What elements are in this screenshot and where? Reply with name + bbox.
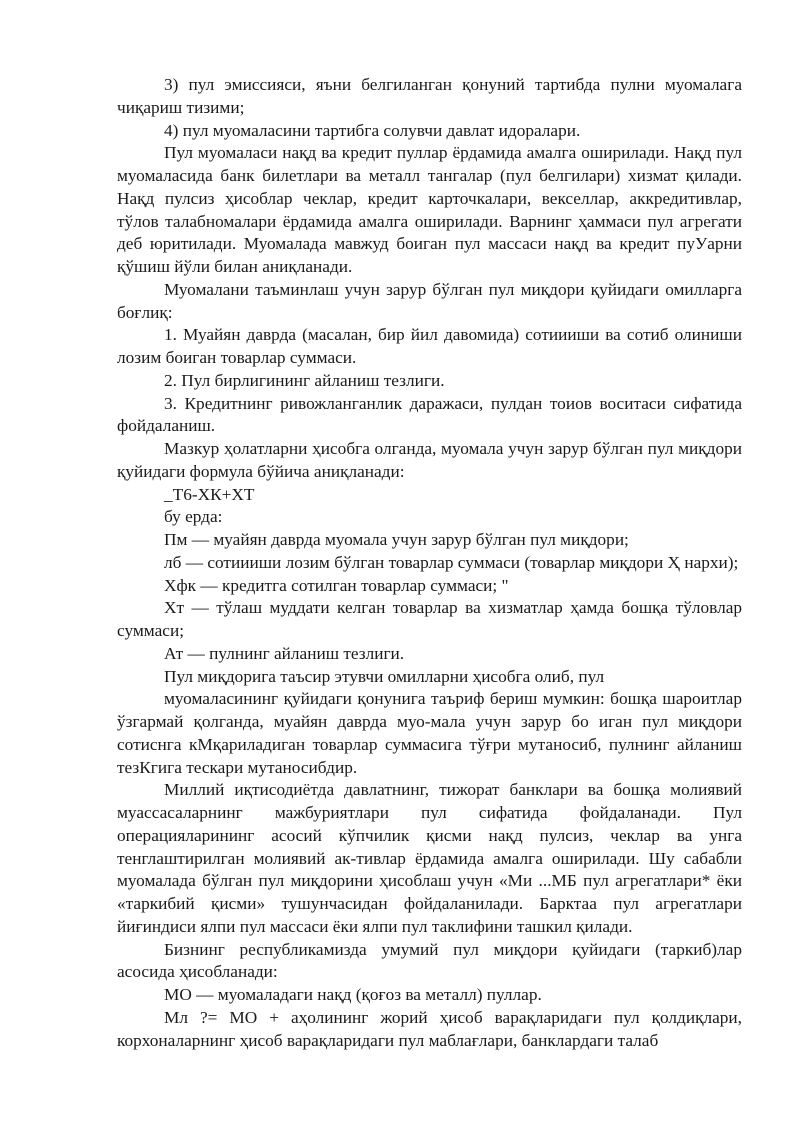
definition-m0: МО — муомаладаги нақд (қоғоз ва металл) пуллар. (164, 985, 542, 1004)
paragraph-factor-2: 2. Пул бирлигининг айланиш тезлиги. (164, 370, 445, 390)
paragraph-law-definition: муомаласининг қуйидаги қонунига таъриф бериш мумкин: бошқа шароитлар ўзгармай қолганда, муайян даврда муо-мала учун зарур бо иган пул миқдори сотиснга кМқариладиган товарлар суммасига тўғри мутаносиб, пулнинг айланиш тезКгига тескари мутаносибдир. (117, 689, 742, 777)
paragraph-factor-3: 3. Кредитнинг ривожланганлик даражаси, пулдан тоиов воситаси сифатида фойдаланиш. (117, 393, 742, 436)
definition-hfk: Хфк — кредитга сотилган товарлар суммаси; " (164, 575, 509, 595)
paragraph-law-intro: Пул миқдорига таъсир этувчи омилларни ҳисобга олиб, пул (164, 666, 605, 686)
paragraph-item-4: 4) пул муомаласини тартибга солувчи давлат идоралари. (164, 120, 581, 140)
definition-ht: Хт — тўлаш муддати келган товарлар ва хизматлар ҳамда бошқа тўловлар суммаси; (117, 598, 742, 640)
definition-lb: лб — сотиииши лозим бўлган товарлар суммаси (товарлар миқдори Ҳ нархи); (164, 552, 739, 572)
paragraph-item-3: 3) пул эмиссияси, яъни белгиланган қонуний тартибда пулни муомалага чиқариш тизими; (117, 75, 742, 117)
definition-pm: Пм — муайян даврда муомала учун зарур бўлган пул миқдори; (164, 530, 629, 549)
where-label: бу ерда: (164, 507, 223, 527)
paragraph-factor-1: 1. Муайян даврда (масалан, бир йил давомида) сотиииши ва сотиб олиниши лозим боиган товарлар суммаси. (117, 325, 742, 367)
document-page (117, 74, 742, 1052)
paragraph-formula-intro: Мазкур ҳолатларни ҳисобга олганда, муомала учун зарур бўлган пул миқдори қуйидаги формула бўйича аниқланади: (117, 439, 742, 481)
paragraph-money-circulation: Пул муомаласи нақд ва кредит пуллар ёрдамида амалга оширилади. Нақд пул муомаласида банк билетлари ва металл тангалар (пул белгилари) хизмат қилади. Нақд пулсиз ҳисоблар чеклар, кредит карточкалари, векселлар, аккредитивлар, тўлов талабномалари ёрдамида амалга оширилади. Варнинг ҳаммаси пул агрегати деб юритилади. Муомалада мавжуд боиган пул массаси нақд ва кредит пуУарни қўшиш йўли билан аниқланади. (117, 143, 742, 276)
paragraph-republic-calculation: Бизнинг республикамизда умумий пул миқдори қуйидаги (таркиб)лар асосида ҳисобланади: (117, 939, 742, 982)
paragraph-factors-intro: Муомалани таъминлаш учун зарур бўлган пул миқдори қуйидаги омилларга боғлиқ: (117, 279, 742, 322)
definition-m1: Мл ?= МО + аҳолининг жорий ҳисоб варақларидаги пул қолдиқлари, корхоналарнинг ҳисоб варақларидаги пул маблағлари, банклардаги талаб (117, 1007, 742, 1050)
paragraph-national-economy: Миллий иқтисодиётда давлатнинг, тижорат банклари ва бошқа молиявий муассасаларнинг мажбуриятлари пул сифатида фойдаланади. Пул операцияларининг асосий кўпчилик қисми нақд пулсиз, чеклар ва унга тенглаштирилган молиявий ак-тивлар ёрдамида амалга оширилади. Шу сабабли муомалада бўлган пул миқдорини ҳисоблаш учун «Ми ...МБ пул агрегатлари* ёки «таркибий қисми» тушунчасидан фойдаланилади. Барктаа пул агрегатлари йиғиндиси ялпи пул массаси ёки ялпи пул таклифини ташкил қилади. (117, 780, 742, 936)
definition-at: Ат — пулнинг айланиш тезлиги. (164, 643, 405, 663)
formula-line: _Т6-ХК+ХТ (164, 484, 255, 504)
